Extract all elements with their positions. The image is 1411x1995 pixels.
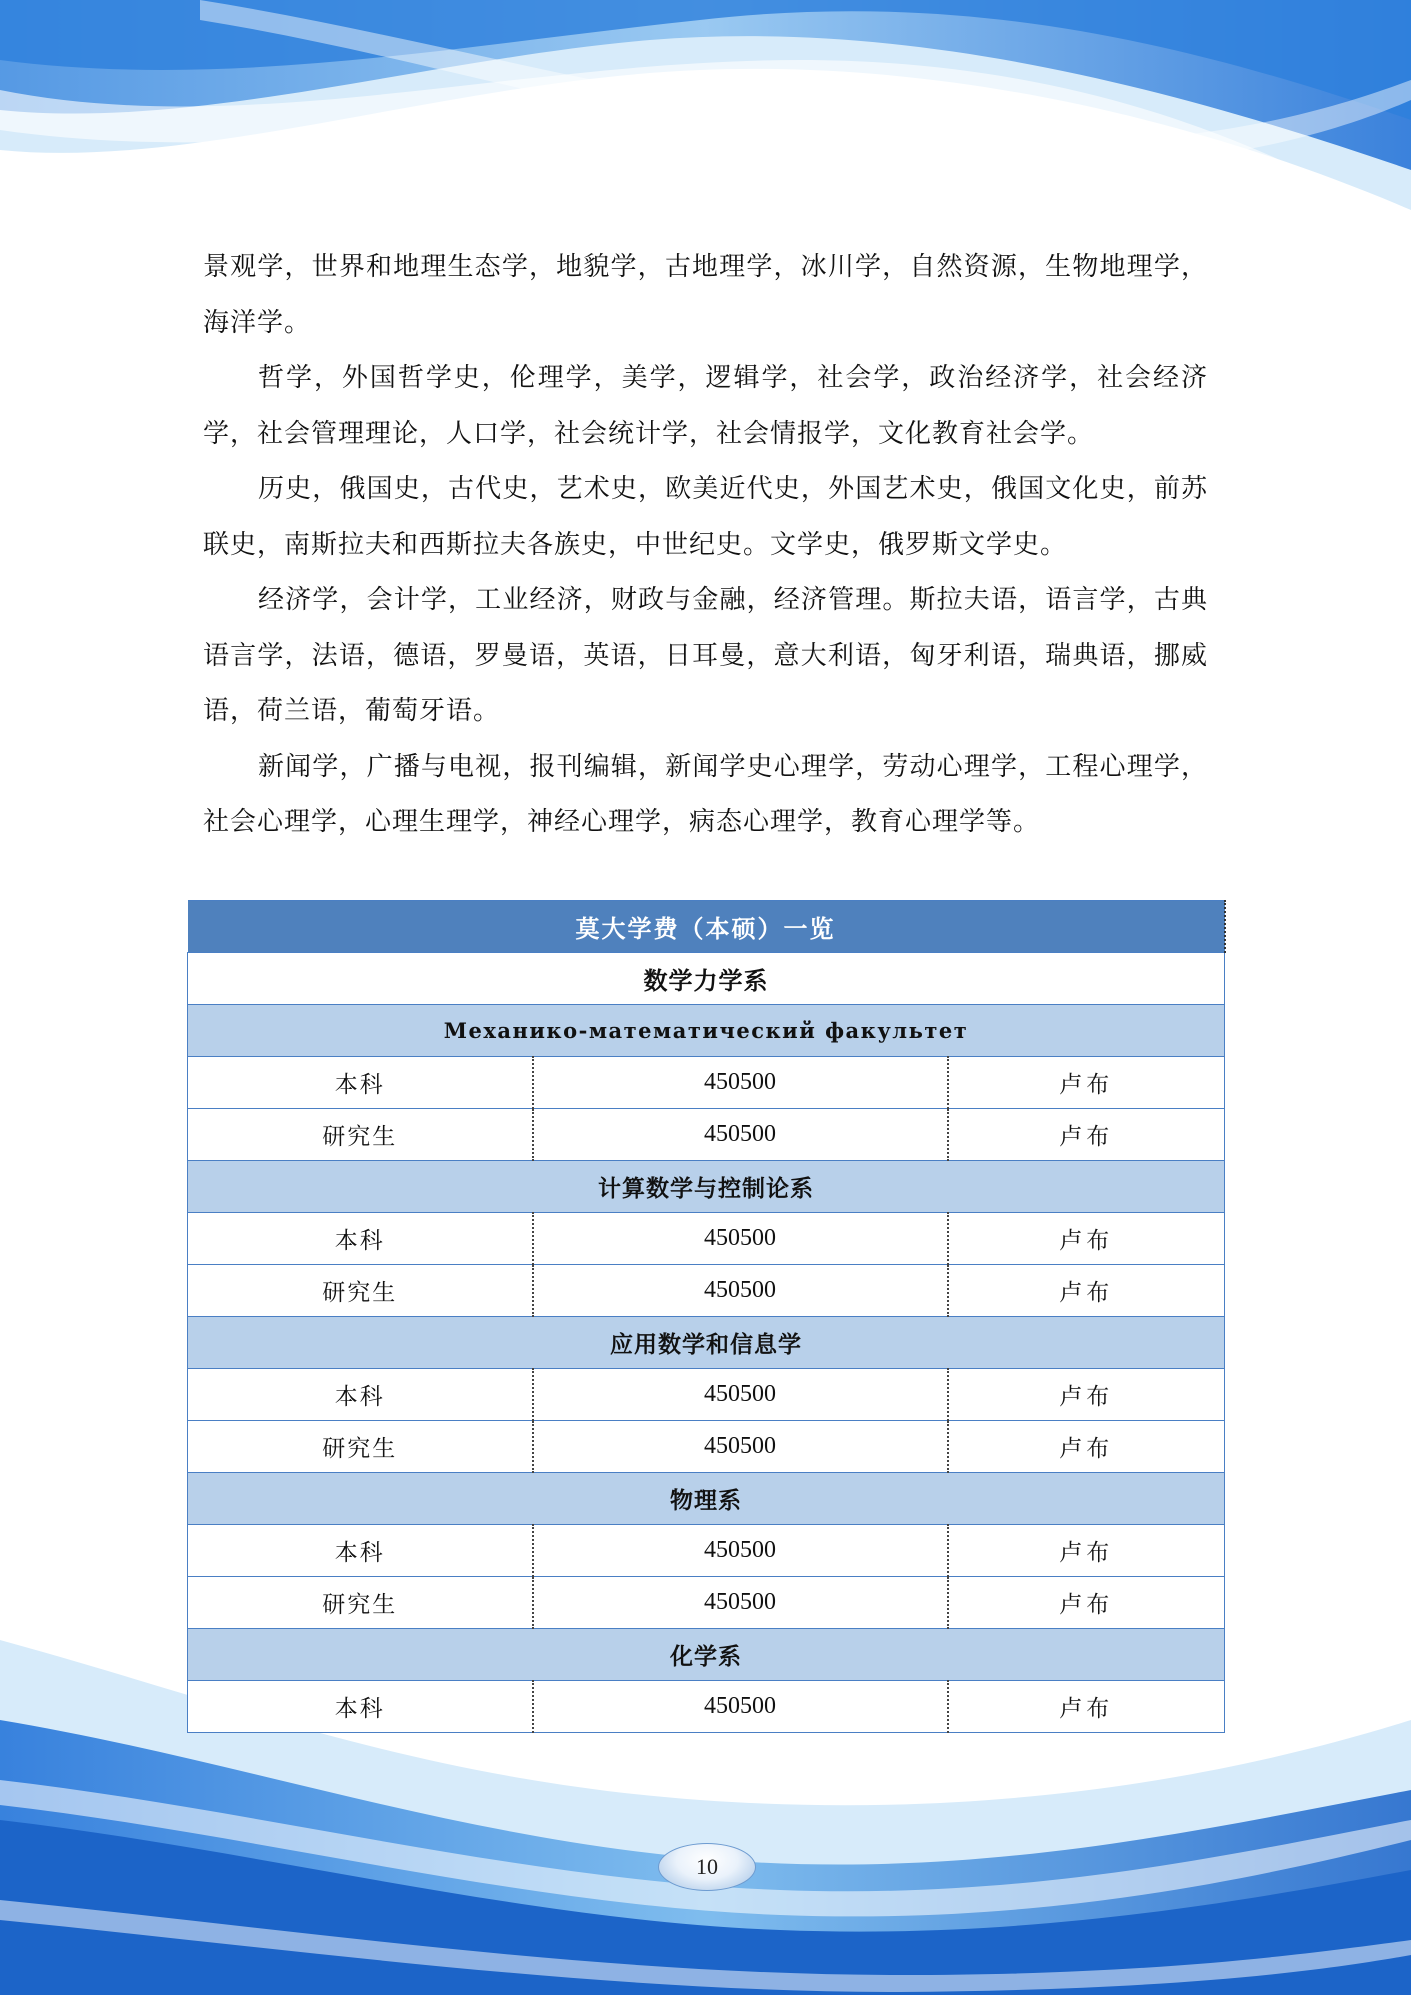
table-row [188, 1161, 1225, 1213]
currency-cell: 卢布 [948, 1265, 1225, 1317]
department-heading: 计算数学与控制论系 [188, 1161, 1225, 1213]
fee-cell: 450500 [533, 1213, 948, 1265]
fee-cell: 450500 [533, 1525, 948, 1577]
table-row [188, 1629, 1225, 1681]
table-title: 莫大学费（本硕）一览 [188, 901, 1225, 953]
currency-cell: 卢布 [948, 1057, 1225, 1109]
currency-cell: 卢布 [948, 1421, 1225, 1473]
department-heading-russian: Механико-математический факультет [188, 1005, 1225, 1057]
table-row [188, 1317, 1225, 1369]
department-heading: 应用数学和信息学 [188, 1317, 1225, 1369]
paragraph-philosophy: 哲学，外国哲学史，伦理学，美学，逻辑学，社会学，政治经济学，社会经济学，社会管理理论，人口学，社会统计学，社会情报学，文化教育社会学。 [203, 363, 1208, 449]
level-cell: 本科 [188, 1681, 533, 1733]
level-cell: 本科 [188, 1057, 533, 1109]
table-row [188, 1525, 1225, 1577]
table-row [188, 1005, 1225, 1057]
fee-cell: 450500 [533, 1577, 948, 1629]
department-heading: 数学力学系 [188, 953, 1225, 1005]
table-row [188, 1265, 1225, 1317]
table-row [188, 1681, 1225, 1733]
fee-cell: 450500 [533, 1681, 948, 1733]
fee-cell: 450500 [533, 1421, 948, 1473]
department-heading: 物理系 [188, 1473, 1225, 1525]
paragraph-history: 历史，俄国史，古代史，艺术史，欧美近代史，外国艺术史，俄国文化史，前苏联史，南斯拉夫和西斯拉夫各族史，中世纪史。文学史，俄罗斯文学史。 [203, 474, 1208, 560]
body-text [203, 240, 1208, 851]
level-cell: 研究生 [188, 1421, 533, 1473]
level-cell: 研究生 [188, 1577, 533, 1629]
table-row [188, 1369, 1225, 1421]
table-row [188, 1057, 1225, 1109]
paragraph-economics-languages: 经济学，会计学，工业经济，财政与金融，经济管理。斯拉夫语，语言学，古典语言学，法语，德语，罗曼语，英语，日耳曼，意大利语，匈牙利语，瑞典语，挪威语，荷兰语，葡萄牙语。 [203, 585, 1208, 726]
paragraph-journalism-psychology: 新闻学，广播与电视，报刊编辑，新闻学史心理学，劳动心理学，工程心理学，社会心理学，心理生理学，神经心理学，病态心理学，教育心理学等。 [203, 751, 1208, 837]
level-cell: 本科 [188, 1213, 533, 1265]
currency-cell: 卢布 [948, 1109, 1225, 1161]
table-row [188, 953, 1225, 1005]
table-row [188, 1109, 1225, 1161]
currency-cell: 卢布 [948, 1681, 1225, 1733]
fee-cell: 450500 [533, 1057, 948, 1109]
table-row [188, 1421, 1225, 1473]
table-row [188, 1213, 1225, 1265]
level-cell: 本科 [188, 1369, 533, 1421]
currency-cell: 卢布 [948, 1213, 1225, 1265]
department-heading: 化学系 [188, 1629, 1225, 1681]
level-cell: 本科 [188, 1525, 533, 1577]
fee-cell: 450500 [533, 1265, 948, 1317]
fee-cell: 450500 [533, 1369, 948, 1421]
table-title-row [188, 901, 1225, 953]
fee-cell: 450500 [533, 1109, 948, 1161]
paragraph-geography: 景观学，世界和地理生态学，地貌学，古地理学，冰川学，自然资源，生物地理学，海洋学。 [203, 252, 1208, 338]
currency-cell: 卢布 [948, 1577, 1225, 1629]
currency-cell: 卢布 [948, 1525, 1225, 1577]
tuition-fee-table [187, 900, 1226, 1733]
page-number: 10 [658, 1843, 756, 1891]
table-row [188, 1473, 1225, 1525]
level-cell: 研究生 [188, 1109, 533, 1161]
level-cell: 研究生 [188, 1265, 533, 1317]
table-row [188, 1577, 1225, 1629]
currency-cell: 卢布 [948, 1369, 1225, 1421]
